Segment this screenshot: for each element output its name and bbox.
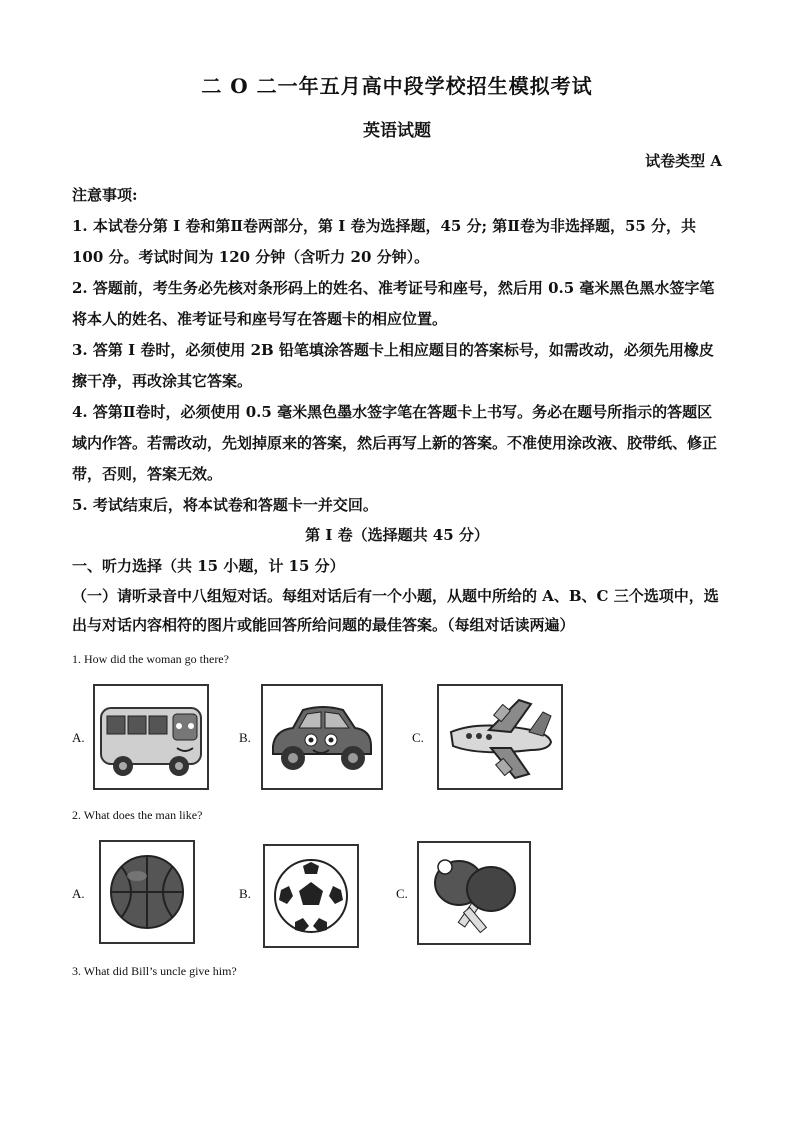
option-label: C.	[412, 730, 424, 745]
option-label: C.	[396, 886, 408, 901]
notes-item: 2. 答题前，考生务必先核对条形码上的姓名、准考证号和座号，然后用 0.5 毫米黑色黑水签字笔将本人的姓名、准考证号和座号写在答题卡的相应位置。	[72, 279, 715, 328]
car-icon	[261, 684, 383, 790]
notes-item: 4. 答第Ⅱ卷时，必须使用 0.5 毫米黑色墨水签字笔在答题卡上书写。务必在题号所指示的答题区域内作答。若需改动，先划掉原来的答案，然后再写上新的答案。不准使用涂改液、胶带纸、修正带，否则，答案无效。	[72, 403, 718, 483]
basketball-icon	[99, 840, 195, 944]
notes-block	[72, 180, 724, 521]
question-2: 2. What does the man like?	[72, 808, 203, 822]
bus-icon	[93, 684, 209, 790]
question-3: 3. What did Bill’s uncle give him?	[72, 964, 237, 978]
airplane-icon	[437, 684, 563, 790]
paper-type: 试卷类型 A	[645, 152, 722, 170]
exam-title: 二 O 二一年五月高中段学校招生模拟考试	[201, 74, 593, 98]
notes-item: 5. 考试结束后，将本试卷和答题卡一并交回。	[72, 496, 378, 514]
option-label: A.	[72, 730, 85, 745]
part-title: 一、听力选择（共 15 小题，计 15 分）	[72, 557, 345, 575]
option-label: B.	[239, 886, 251, 901]
option-label: B.	[239, 730, 251, 745]
notes-heading: 注意事项:	[72, 186, 138, 204]
ping-pong-icon	[417, 841, 531, 945]
notes-item: 3. 答第 I 卷时，必须使用 2B 铅笔填涂答题卡上相应题目的答案标号，如需改动，必须先用橡皮擦干净，再改涂其它答案。	[72, 341, 714, 390]
notes-item: 1. 本试卷分第 I 卷和第Ⅱ卷两部分，第 I 卷为选择题，45 分; 第Ⅱ卷为非选择题，55 分，共 100 分。考试时间为 120 分钟（含听力 20 分钟）。	[72, 217, 697, 266]
section-title: 第 I 卷（选择题共 45 分）	[305, 526, 489, 544]
part-instruction: （一）请听录音中八组短对话。每组对话后有一个小题，从题中所给的 A、B、C 三个选项中，选出与对话内容相符的图片或能回答所给问题的最佳答案。（每组对话读两遍）	[72, 587, 719, 634]
option-label: A.	[72, 886, 85, 901]
exam-subtitle: 英语试题	[363, 121, 431, 141]
football-icon	[263, 844, 359, 948]
question-1: 1. How did the woman go there?	[72, 652, 229, 666]
